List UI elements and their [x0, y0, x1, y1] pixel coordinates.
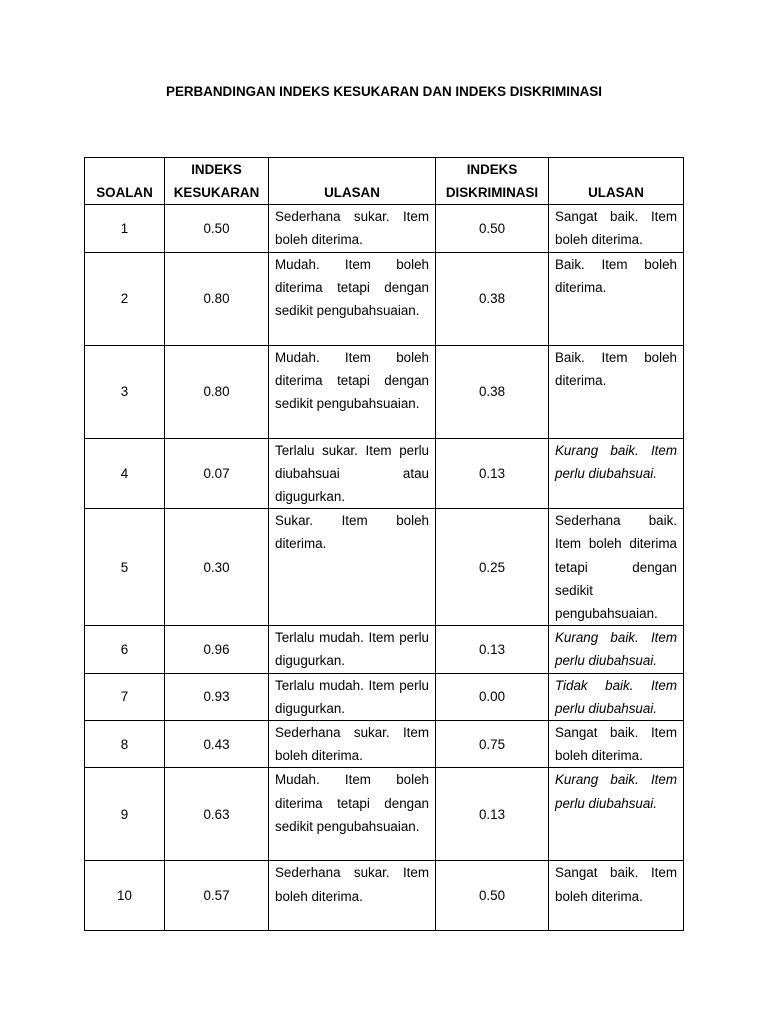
- cell-ulasan-kesukaran: Sederhana sukar. Item boleh diterima.: [269, 721, 436, 768]
- cell-indeks-kesukaran: 0.57: [165, 861, 269, 931]
- cell-soalan: 8: [85, 721, 165, 768]
- cell-soalan: 9: [85, 768, 165, 861]
- table-row: [85, 438, 684, 509]
- cell-ulasan-diskriminasi: Sangat baik. Item boleh diterima.: [549, 721, 684, 768]
- cell-indeks-diskriminasi: 0.13: [436, 768, 549, 861]
- header-ulasan-diskriminasi: ULASAN: [549, 158, 684, 205]
- cell-ulasan-diskriminasi: Sangat baik. Item boleh diterima.: [549, 861, 684, 931]
- cell-ulasan-kesukaran: Mudah. Item boleh diterima tetapi dengan sedikit pengubahsuaian.: [269, 345, 436, 438]
- cell-indeks-diskriminasi: 0.00: [436, 673, 549, 720]
- cell-indeks-kesukaran: 0.30: [165, 509, 269, 626]
- table-header-row: [85, 158, 684, 205]
- cell-indeks-kesukaran: 0.96: [165, 626, 269, 673]
- cell-ulasan-kesukaran: Sederhana sukar. Item boleh diterima.: [269, 861, 436, 931]
- cell-ulasan-diskriminasi: Tidak baik. Item perlu diubahsuai.: [549, 673, 684, 720]
- cell-ulasan-diskriminasi: Kurang baik. Item perlu diubahsuai.: [549, 626, 684, 673]
- table-row: [85, 673, 684, 720]
- comparison-table: [84, 157, 684, 931]
- cell-soalan: 10: [85, 861, 165, 931]
- cell-soalan: 6: [85, 626, 165, 673]
- cell-ulasan-kesukaran: Terlalu mudah. Item perlu digugurkan.: [269, 673, 436, 720]
- table-row: [85, 626, 684, 673]
- cell-soalan: 7: [85, 673, 165, 720]
- cell-ulasan-diskriminasi: Baik. Item boleh diterima.: [549, 345, 684, 438]
- cell-ulasan-kesukaran: Terlalu sukar. Item perlu diubahsuai atau digugurkan.: [269, 438, 436, 509]
- cell-indeks-diskriminasi: 0.75: [436, 721, 549, 768]
- cell-indeks-kesukaran: 0.07: [165, 438, 269, 509]
- cell-indeks-kesukaran: 0.93: [165, 673, 269, 720]
- cell-indeks-diskriminasi: 0.25: [436, 509, 549, 626]
- header-soalan: SOALAN: [85, 158, 165, 205]
- cell-indeks-diskriminasi: 0.50: [436, 861, 549, 931]
- cell-soalan: 3: [85, 345, 165, 438]
- cell-indeks-diskriminasi: 0.13: [436, 438, 549, 509]
- cell-ulasan-diskriminasi: Sangat baik. Item boleh diterima.: [549, 205, 684, 252]
- cell-indeks-kesukaran: 0.80: [165, 252, 269, 345]
- cell-ulasan-diskriminasi: Kurang baik. Item perlu diubahsuai.: [549, 768, 684, 861]
- table-row: [85, 345, 684, 438]
- cell-soalan: 4: [85, 438, 165, 509]
- cell-ulasan-diskriminasi: Kurang baik. Item perlu diubahsuai.: [549, 438, 684, 509]
- cell-ulasan-kesukaran: Mudah. Item boleh diterima tetapi dengan sedikit pengubahsuaian.: [269, 252, 436, 345]
- page-title: PERBANDINGAN INDEKS KESUKARAN DAN INDEKS DISKRIMINASI: [166, 84, 602, 99]
- cell-ulasan-kesukaran: Terlalu mudah. Item perlu digugurkan.: [269, 626, 436, 673]
- cell-soalan: 1: [85, 205, 165, 252]
- cell-indeks-diskriminasi: 0.50: [436, 205, 549, 252]
- cell-ulasan-diskriminasi: Baik. Item boleh diterima.: [549, 252, 684, 345]
- table-row: [85, 861, 684, 931]
- cell-indeks-kesukaran: 0.80: [165, 345, 269, 438]
- cell-indeks-diskriminasi: 0.13: [436, 626, 549, 673]
- header-ulasan-kesukaran: ULASAN: [269, 158, 436, 205]
- cell-indeks-diskriminasi: 0.38: [436, 345, 549, 438]
- header-indeks-diskriminasi: INDEKS DISKRIMINASI: [436, 158, 549, 205]
- header-indeks-kesukaran: INDEKS KESUKARAN: [165, 158, 269, 205]
- cell-indeks-kesukaran: 0.63: [165, 768, 269, 861]
- cell-indeks-kesukaran: 0.43: [165, 721, 269, 768]
- cell-indeks-kesukaran: 0.50: [165, 205, 269, 252]
- cell-ulasan-kesukaran: Sukar. Item boleh diterima.: [269, 509, 436, 626]
- table-row: [85, 252, 684, 345]
- table-row: [85, 768, 684, 861]
- cell-ulasan-kesukaran: Sederhana sukar. Item boleh diterima.: [269, 205, 436, 252]
- cell-ulasan-diskriminasi: Sederhana baik. Item boleh diterima tetapi dengan sedikit pengubahsuaian.: [549, 509, 684, 626]
- cell-soalan: 2: [85, 252, 165, 345]
- cell-ulasan-kesukaran: Mudah. Item boleh diterima tetapi dengan sedikit pengubahsuaian.: [269, 768, 436, 861]
- table-row: [85, 721, 684, 768]
- table-row: [85, 205, 684, 252]
- table-body: [85, 205, 684, 931]
- table-row: [85, 509, 684, 626]
- cell-soalan: 5: [85, 509, 165, 626]
- cell-indeks-diskriminasi: 0.38: [436, 252, 549, 345]
